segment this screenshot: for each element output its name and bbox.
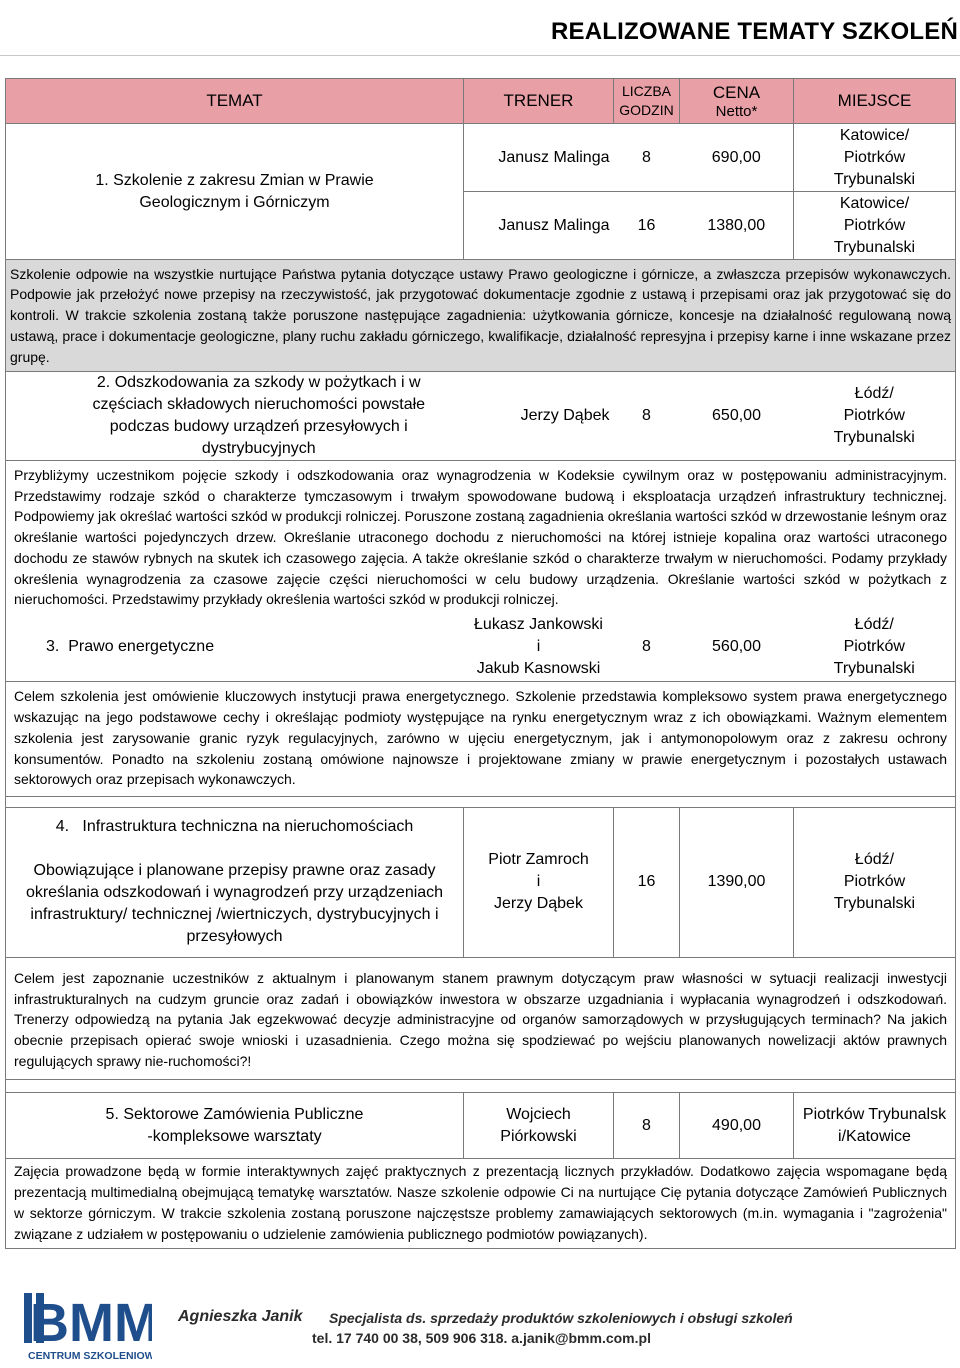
header-liczba: LICZBA: [621, 83, 671, 99]
table-row: [6, 124, 956, 192]
logo-subtext: CENTRUM SZKOLENIOWE: [28, 1350, 152, 1362]
title-divider: [0, 55, 960, 56]
table-row: [6, 372, 956, 461]
item-2-number: 2.: [96, 374, 111, 391]
item-3-description: Celem szkolenia jest omówienie kluczowych instytucji prawa energetycznego. Szkolenie przedstawia kompleksowo system prawa energetycznego wskazując na jego podstawowe cechy i określając podmioty występujące na rynku energetycznym wraz z ich obowiązkami. Ważnym elementem szkolenia jest zarysowanie granic ryzyk regulacyjnych, zarówno w ujęciu energetycznym, jak i antymonopolowym oraz z zakresu ochrony konsumentów. Ponadto na szkoleniu zostaną omówione najnowsze i projektowane zmiany w prawie energetycznym i pozostałych ustawach sektorowych oraz przepisach wykonawczych.: [6, 682, 956, 797]
item-3-description-row: [6, 682, 956, 797]
item-1-topic: 1. Szkolenie z zakresu Zmian w Prawie Geologicznym i Górniczym: [6, 124, 464, 260]
item-5-topic-cell: [6, 1093, 464, 1159]
footer-contact-role: Specjalista ds. sprzedaży produktów szkoleniowych i obsługi szkoleń: [329, 1310, 793, 1326]
item-3-hours: 8: [614, 612, 680, 682]
item-3-number: 3.: [46, 637, 60, 655]
item-2-topic-cell: [6, 372, 464, 461]
item-5-hours: 8: [614, 1093, 680, 1159]
item-3-topic-cell: [6, 612, 464, 682]
item-4-trainer-2: Jerzy Dąbek: [494, 895, 583, 913]
header-cena: [680, 79, 794, 124]
item-4-topic-sub: Obowiązujące i planowane przepisy prawne oraz zasady określania odszkodowań i wynagrodzeń przy urządzeniach infrastruktury/ technicznej /wiertniczych, dystrybucyjnych i przesyłowych: [25, 862, 444, 946]
item-2-hours: 8: [614, 372, 680, 461]
table-header: [6, 79, 956, 124]
item-2-description-row: [6, 461, 956, 612]
item-5-trainer-2: Piórkowski: [500, 1127, 577, 1145]
logo-text: BMM: [30, 1293, 152, 1353]
header-miejsce: MIEJSCE: [794, 79, 956, 124]
item-1-price-b: 1380,00: [680, 192, 794, 260]
header-temat: TEMAT: [6, 79, 464, 124]
header-cena-label: CENA: [712, 82, 761, 102]
item-1-description: Szkolenie odpowie na wszystkie nurtujące Państwa pytania dotyczące ustawy Prawo geologiczne i górnicze, a zwłaszcza przepisów wykonawczych. Podpowie jak przełożyć nowe przepisy na rzeczywistość, jak przygotować dokumentacje zgodnie z ustawą i przepisami oraz jak przygotować się do kontroli. W trakcie szkolenia zostaną także poruszone następujące zagadnienia: użytkowania górnicze, koncesje na działalność regulowaną nową ustawą, prace i dokumentacje geologiczne, plany ruchu zakładu górniczego, kwalifikacje, działalność represyjna i przepisy karne i inne wskazane przez grupę.: [6, 260, 956, 372]
item-5-description: Zajęcia prowadzone będą w formie interaktywnych zajęć praktycznych z prezentacją licznych przykładów. Dodatkowo zajęcia wspomagane będą prezentacją multimedialną obejmującą tematykę warsztatów. Nasze szkolenie odpowie Ci na nurtujące Cię pytania dotyczące Zamówień Publicznych w sektorze górniczym. W trakcie szkolenia zostaną poruszone najczęstsze problemy zamawiających sektorowych (m.in. wymagania i "zagrożenia" związane z udziałem w postępowaniu o udzielenie zamówienia publicznego podmiotów powiązanych).: [6, 1159, 956, 1249]
item-3-trainer-and: i: [536, 637, 541, 655]
item-4-hours: 16: [614, 807, 680, 957]
header-godzin: GODZIN: [619, 102, 674, 118]
item-4-title: Infrastruktura techniczna na nieruchomościach: [82, 818, 414, 836]
item-5-trainer-1: Wojciech: [506, 1105, 571, 1123]
item-1-place-b: Katowice/ Piotrków Trybunalski: [794, 192, 956, 260]
item-2-topic: Odszkodowania za szkody w pożytkach i w częściach składowych nieruchomości powstałe podczas budowy urządzeń przesyłowych i dystrybucyjnych: [92, 374, 426, 457]
item-3-place: Łódź/ Piotrków Trybunalski: [794, 612, 956, 682]
item-2-price: 650,00: [680, 372, 794, 461]
item-3-trainers: [464, 612, 614, 682]
item-5-trainers: [464, 1093, 614, 1159]
header-trener: TRENER: [464, 79, 614, 124]
item-5-topic-line1: 5. Sektorowe Zamówienia Publiczne: [105, 1105, 364, 1123]
item-3-trainer-1: Łukasz Jankowski: [474, 615, 603, 633]
item-1-price-a: 690,00: [680, 124, 794, 192]
item-1-trainer-b: Janusz Malinga: [464, 192, 614, 260]
item-4-price: 1390,00: [680, 807, 794, 957]
item-3-price: 560,00: [680, 612, 794, 682]
page-title: REALIZOWANE TEMATY SZKOLEŃ: [551, 18, 958, 45]
item-3-trainer-2: Jakub Kasnowski: [476, 659, 601, 677]
item-5-price: 490,00: [680, 1093, 794, 1159]
bmm-logo: [22, 1291, 152, 1361]
training-table: [5, 78, 956, 1249]
header-netto: Netto*: [715, 102, 758, 120]
item-1-hours-b: 16: [614, 192, 680, 260]
item-4-topic-cell: [6, 807, 464, 957]
item-1-trainer-a: Janusz Malinga: [464, 124, 614, 192]
item-5-description-row: [6, 1159, 956, 1249]
bmm-logo-icon: [22, 1291, 152, 1363]
spacer-row: [6, 1080, 956, 1093]
item-3-topic: Prawo energetyczne: [68, 637, 215, 655]
item-4-topic-title: [16, 816, 453, 838]
table-row: [6, 1093, 956, 1159]
table-row: [6, 807, 956, 957]
item-4-number: 4.: [55, 818, 70, 836]
item-2-description: Przybliżymy uczestnikom pojęcie szkody i odszkodowania oraz wynagrodzenia w Kodeksie cywilnym oraz w postępowaniu administracyjnym. Przedstawimy rodzaje szkód o charakterze tymczasowym i trwałym spowodowane budową i eksploatacja urządzeń infrastruktury technicznej. Podpowiemy jak określać wartości szkód w produkcji rolniczej. Poruszone zostaną zagadnienia określania wartości szkód w drzewostanie leśnym oraz określanie wartości pojedynczych drzew. Określanie utraconego dochodu z nieruchomości na której istnieje kopalina oraz wartości utraconego dochodu ze stawów rybnych na skutek ich czasowego zajęcia. A także określanie szkód o charakterze trwałym w nieruchomości. Podamy przykłady określenia wynagrodzenia za czasowe zajęcie części nieruchomości w celu budowy urządzenia. Określanie wartości szkód w pożytkach z nieruchomości. Przedstawimy przykłady określenia wartości szkód w produkcji rolniczej.: [6, 461, 956, 612]
item-4-place: Łódź/ Piotrków Trybunalski: [794, 807, 956, 957]
item-5-place: Piotrków Trybunalski/Katowice: [794, 1093, 956, 1159]
item-2-trainer: Jerzy Dąbek: [464, 372, 614, 461]
header-liczba-godzin: [614, 79, 680, 124]
footer-contact-details: tel. 17 740 00 38, 509 906 318. a.janik@bmm.com.pl: [312, 1330, 651, 1346]
item-4-description: Celem jest zapoznanie uczestników z aktualnym i planowanym stanem prawnym dotyczącym praw własności w sytuacji realizacji inwestycji infrastrukturalnych na cudzym gruncie oraz zadań i obowiązków inwestora w obszarze uzgadniania i wypłacania wynagrodzeń i odszkodowań. Trenerzy odpowiedzą na pytania Jak egzekwować decyzje administracyjne od organów samorządowych w przysługujących terminach? Na jakich obecnie przepisach opierać swoje wnioski i uzasadnienia. Czego można się spodziewać po wejściu planowanych nowelizacji aktów prawnych regulujących sprawy nie-ruchomości?!: [6, 957, 956, 1080]
item-1-description-row: [6, 260, 956, 372]
item-2-place: Łódź/ Piotrków Trybunalski: [794, 372, 956, 461]
item-1-hours-a: 8: [614, 124, 680, 192]
item-4-trainers: [464, 807, 614, 957]
item-4-trainer-1: Piotr Zamroch: [488, 851, 589, 869]
footer-contact-name: Agnieszka Janik: [178, 1308, 303, 1325]
spacer-row: [6, 796, 956, 807]
item-4-description-row: [6, 957, 956, 1080]
item-1-place-a: Katowice/ Piotrków Trybunalski: [794, 124, 956, 192]
item-4-trainer-and: i: [536, 873, 541, 891]
item-5-topic-line2: -kompleksowe warsztaty: [147, 1127, 322, 1145]
table-row: [6, 612, 956, 682]
